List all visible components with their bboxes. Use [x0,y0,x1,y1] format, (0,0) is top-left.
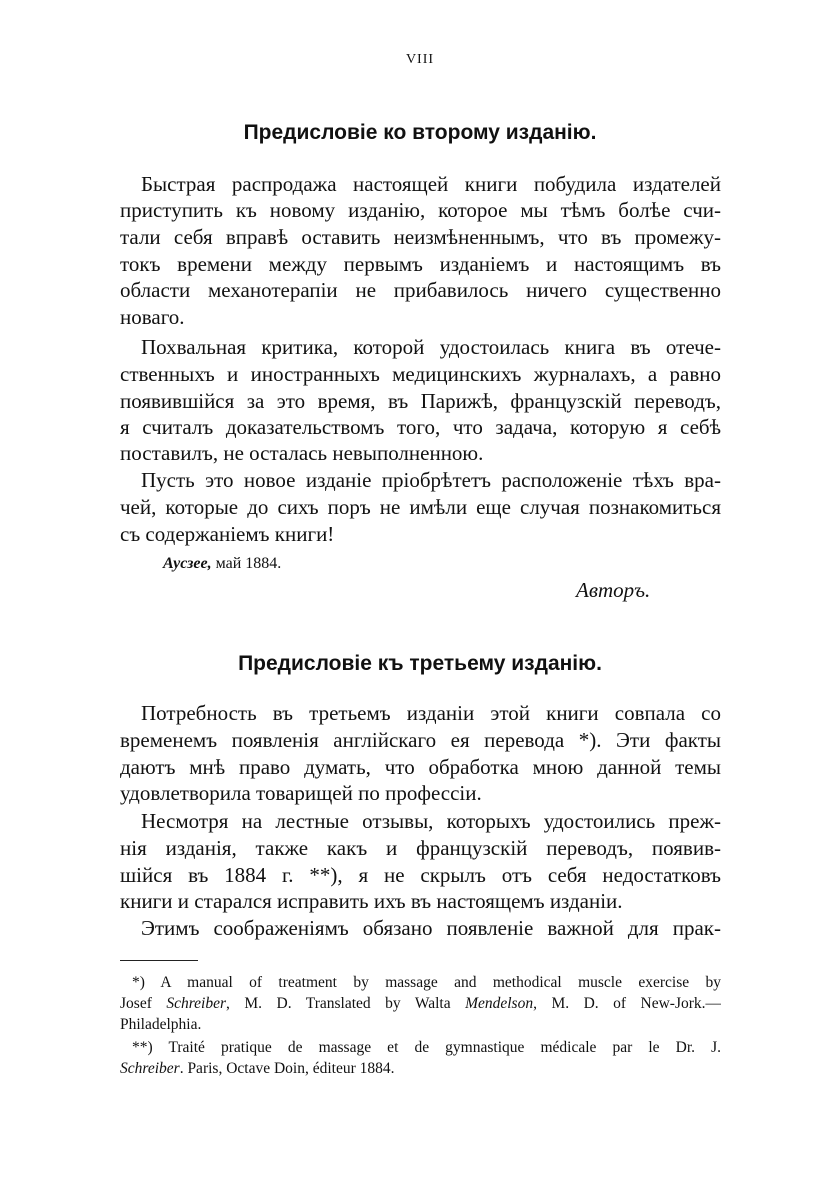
text-line: я считалъ доказательствомъ того, что задача, которую я себѣ [120,415,721,439]
text-line: шійся въ 1884 г. **), я не скрылъ отъ себя недостатковъ [120,863,721,887]
section2-heading: Предисловіе къ третьему изданію. [238,652,602,675]
text-line: чей, которые до сихъ поръ не имѣли еще случая познакомиться [120,495,721,519]
footnote-author: Schreiber [120,1060,180,1077]
text-line: поставилъ, не осталась невыполненною. [120,441,484,465]
footnote-text: , M. D. Translated by Walta [226,995,466,1012]
footnote-2-line: **) Traité pratique de massage et de gymnastique médicale par le Dr. J. [132,1039,721,1056]
section1-heading: Предисловіе ко второму изданію. [243,121,597,144]
footnote-1-line [120,994,721,1016]
text-line: нія изданія, также какъ и французскій переводъ, появив- [120,836,721,860]
place-date [163,555,281,573]
text-line: приступить къ новому изданію, которое мы тѣмъ болѣе счи- [120,198,721,222]
text-line: Пусть это новое изданіе пріобрѣтетъ расположеніе тѣхъ вра- [141,468,721,492]
footnote-text: . Paris, Octave Doin, éditeur 1884. [179,1060,395,1077]
footnote-2-line [120,1059,721,1081]
footnote-text: , M. D. of New-Jork.— [533,995,721,1012]
text-line: съ содержаніемъ книги! [120,522,335,546]
text-line: временемъ появленія англійскаго ея перевода *). Эти факты [120,728,721,752]
text-line: книги и старался исправить ихъ въ настоящемъ изданіи. [120,889,623,913]
footnote-1-line: Philadelphia. [120,1016,202,1033]
text-line: ственныхъ и иностранныхъ медицинскихъ журналахъ, а равно [120,362,721,386]
text-line: Похвальная критика, которой удостоилась книга въ отече- [141,335,721,359]
footnote-rule [120,960,198,961]
footnote-translator: Mendelson [465,995,534,1012]
place: Аусзее, [163,555,212,572]
text-line: тали себя вправѣ оставить неизмѣненнымъ, что въ промежу- [120,225,721,249]
text-line: Этимъ соображеніямъ обязано появленіе важной для прак- [141,916,721,940]
footnote-text: Josef [120,995,167,1012]
author-signature: Авторъ. [576,578,651,602]
page-number: VIII [405,52,435,67]
footnote-1-line: *) A manual of treatment by massage and methodical muscle exercise by [132,974,721,991]
text-line: токъ времени между первымъ изданіемъ и настоящимъ въ [120,252,721,276]
text-line: области механотерапіи не прибавилось ничего существенно [120,278,721,302]
text-line: Быстрая распродажа настоящей книги побудила издателей [141,172,721,196]
text-line: новаго. [120,305,185,329]
footnote-author: Schreiber [166,995,227,1012]
date: май 1884. [215,555,282,572]
text-line: удовлетворила товарищей по профессіи. [120,781,482,805]
text-line: Несмотря на лестные отзывы, которыхъ удостоились преж- [141,809,721,833]
text-line: Потребность въ третьемъ изданіи этой книги совпала со [141,701,721,725]
text-line: появившійся за это время, въ Парижѣ, французскій переводъ, [120,389,721,413]
text-line: даютъ мнѣ право думать, что обработка мною данной темы [120,755,721,779]
